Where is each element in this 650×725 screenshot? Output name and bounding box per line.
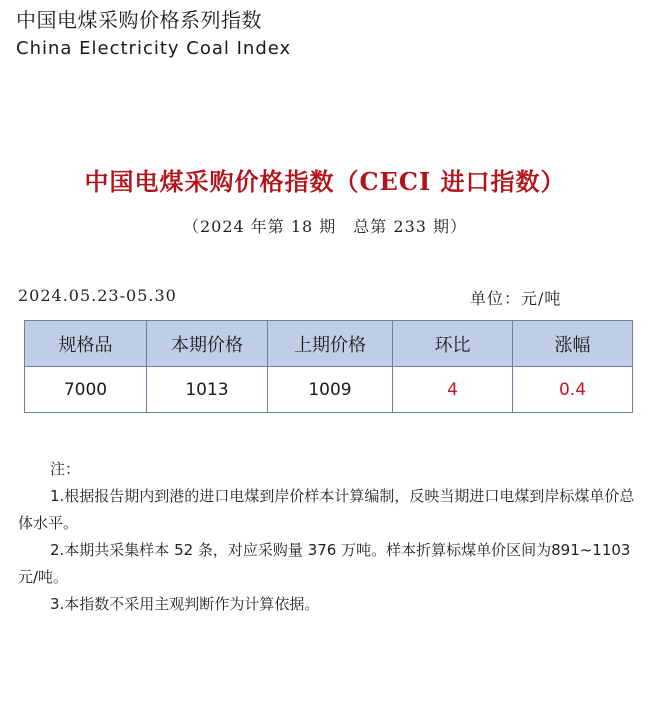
notes-label: 注：	[50, 460, 81, 478]
note-item-1: 1.根据报告期内到港的进口电煤到岸价样本计算编制，反映当期进口电煤到岸标煤单价总体水平。	[18, 487, 635, 532]
issue-number: （2024 年第 18 期 总第 233 期）	[182, 217, 468, 236]
unit-label: 单位：元/吨	[470, 289, 562, 308]
cell-change: 4	[393, 367, 513, 413]
note-item-3: 3.本指数不采用主观判断作为计算依据。	[50, 595, 320, 613]
column-header-change: 环比	[393, 321, 513, 367]
cell-current-price: 1013	[147, 367, 268, 413]
date-range: 2024.05.23-05.30	[18, 286, 177, 305]
column-header-previous-price: 上期价格	[268, 321, 393, 367]
report-title: 中国电煤采购价格指数（CECI 进口指数）	[84, 167, 566, 196]
header-title-en: China Electricity Coal Index	[16, 38, 292, 59]
cell-change-rate: 0.4	[513, 367, 633, 413]
notes-section	[18, 456, 638, 618]
cell-spec: 7000	[25, 367, 147, 413]
column-header-change-rate: 涨幅	[513, 321, 633, 367]
table-header-row	[25, 321, 633, 367]
table-row	[25, 367, 633, 413]
column-header-current-price: 本期价格	[147, 321, 268, 367]
note-item-2: 2.本期共采集样本 52 条，对应采购量 376 万吨。样本折算标煤单价区间为891~1103 元/吨。	[18, 541, 631, 586]
header-title-cn: 中国电煤采购价格系列指数	[16, 8, 262, 32]
price-table	[24, 320, 633, 413]
cell-previous-price: 1009	[268, 367, 393, 413]
column-header-spec: 规格品	[25, 321, 147, 367]
